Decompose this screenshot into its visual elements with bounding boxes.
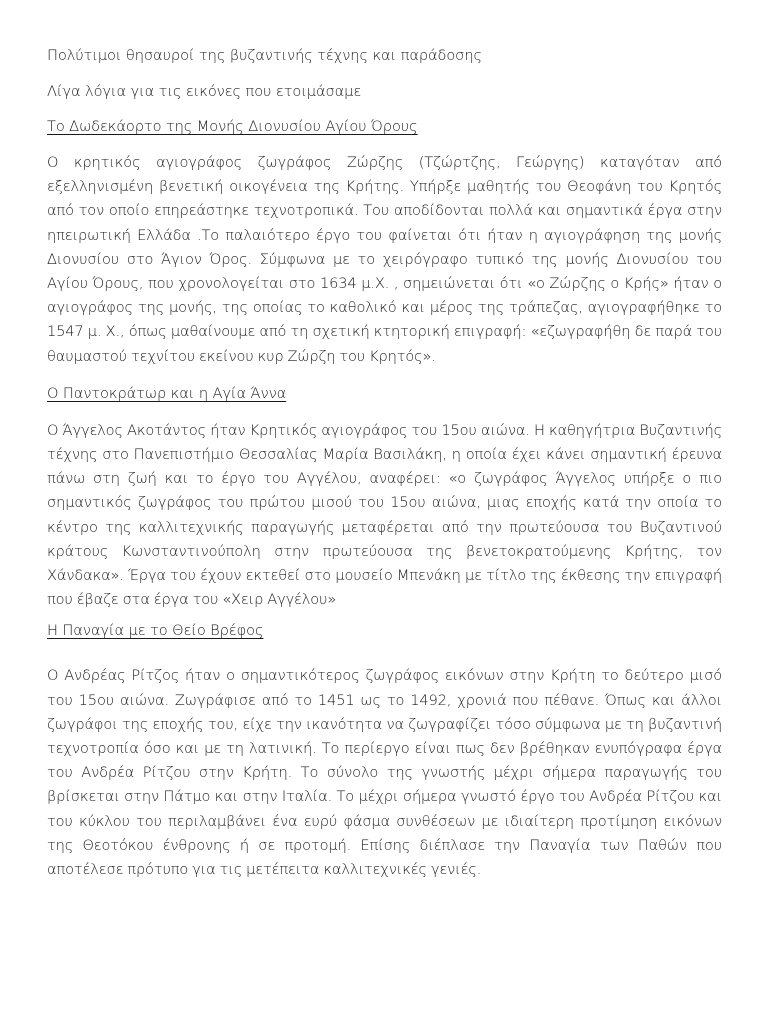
section-body-pantokrator: Ο Άγγελος Ακοτάντος ήταν Κρητικός αγιογράφος του 15ου αιώνα. Η καθηγήτρια Βυζαντινής τέχνης στο Πανεπιστήμιο Θεσσαλίας Μαρία Βασιλάκη, η οποία έχει κάνει σημαντική έρευνα πάνω στη ζωή και το έργο του Αγγέλου, αναφέρει: «ο ζωγράφος Άγγελος υπήρξε ο πιο σημαντικός ζωγράφος του πρώτου μισού του 15ου αιώνα, μιας εποχής κατά την οποία το κέντρο της καλλιτεχνικής παραγωγής μεταφέρεται από την πρωτεύουσα του Βυζαντινού κράτους Κωνσταντινούπολη στην πρωτεύουσα της βενετοκρατούμενης Κρήτης, τον Χάνδακα». Έργα του έχουν εκτεθεί στο μουσείο Μπενάκη με τίτλο της έκθεσης την επιγραφή που έβαζε στα έργα του «Χειρ Αγγέλου»	[47, 421, 722, 609]
document-page	[47, 44, 722, 882]
document-subtitle: Λίγα λόγια για τις εικόνες που ετοιμάσαμε	[47, 83, 362, 100]
section-heading-dodekaorto: Το Δωδεκάορτο της Μονής Διονυσίου Αγίου Όρους	[47, 118, 418, 135]
section-heading-pantokrator: Ο Παντοκράτωρ και η Αγία Άννα	[47, 384, 287, 402]
document-title: Πολύτιμοι θησαυροί της βυζαντινής τέχνης και παράδοσης	[47, 47, 482, 64]
section-heading-panagia: Η Παναγία με το Θείο Βρέφος	[47, 622, 264, 640]
section-body-panagia: Ο Ανδρέας Ρίτζος ήταν ο σημαντικότερος ζωγράφος εικόνων στην Κρήτη το δεύτερο μισό του 15ου αιώνα. Ζωγράφισε από το 1451 ως το 1492, χρονιά που πέθανε. Όπως και άλλοι ζωγράφοι της εποχής του, είχε την ικανότητα να ζωγραφίζει τόσο σύμφωνα με τη βυζαντινή τεχνοτροπία όσο και με τη λατινική. Το περίεργο είναι πως δεν βρέθηκαν ενυπόγραφα έργα του Ανδρέα Ρίτζου στην Κρήτη. Το σύνολο της γνωστής μέχρι σήμερα παραγωγής του βρίσκεται στην Πάτμο και στην Ιταλία. Το μέχρι σήμερα γνωστό έργο του Ανδρέα Ρίτζου και του κύκλου του περιλαμβάνει ένα ευρύ φάσμα συνθέσεων με ιδιαίτερη προτίμηση εικόνων της Θεοτόκου ένθρονης ή σε προτομή. Επίσης διέπλασε την Παναγία των Παθών που αποτέλεσε πρότυπο για τις μετέπειτα καλλιτεχνικές γενιές.	[47, 667, 722, 879]
section-body-dodekaorto: Ο κρητικός αγιογράφος ζωγράφος Ζώρζης (Τζώρτζης, Γεώργης) καταγόταν από εξελληνισμένη βενετική οικογένεια της Κρήτης. Υπήρξε μαθητής του Θεοφάνη του Κρητός από τον οποίο επηρεάστηκε τεχνοτροπικά. Του αποδίδονται πολλά και σημαντικά έργα στην ηπειρωτική Ελλάδα .Το παλαιότερο έργο του φαίνεται ότι ήταν η αγιογράφηση της μονής Διονυσίου στο Άγιον Όρος. Σύμφωνα με το χειρόγραφο τυπικό της μονής Διονυσίου του Αγίου Όρους, που χρονολογείται στο 1634 μ.Χ. , σημειώνεται ότι «ο Ζώρζης ο Κρής» ήταν ο αγιογράφος της μονής, της οποίας το καθολικό και μέρος της τράπεζας, αγιογραφήθηκε το 1547 μ. Χ., όπως μαθαίνουμε από τη σχετική κτητορική επιγραφή: «εζωγραφήθη δε παρά του θαυμαστού τεχνίτου εκείνου κυρ Ζώρζη του Κρητός».	[47, 154, 722, 365]
